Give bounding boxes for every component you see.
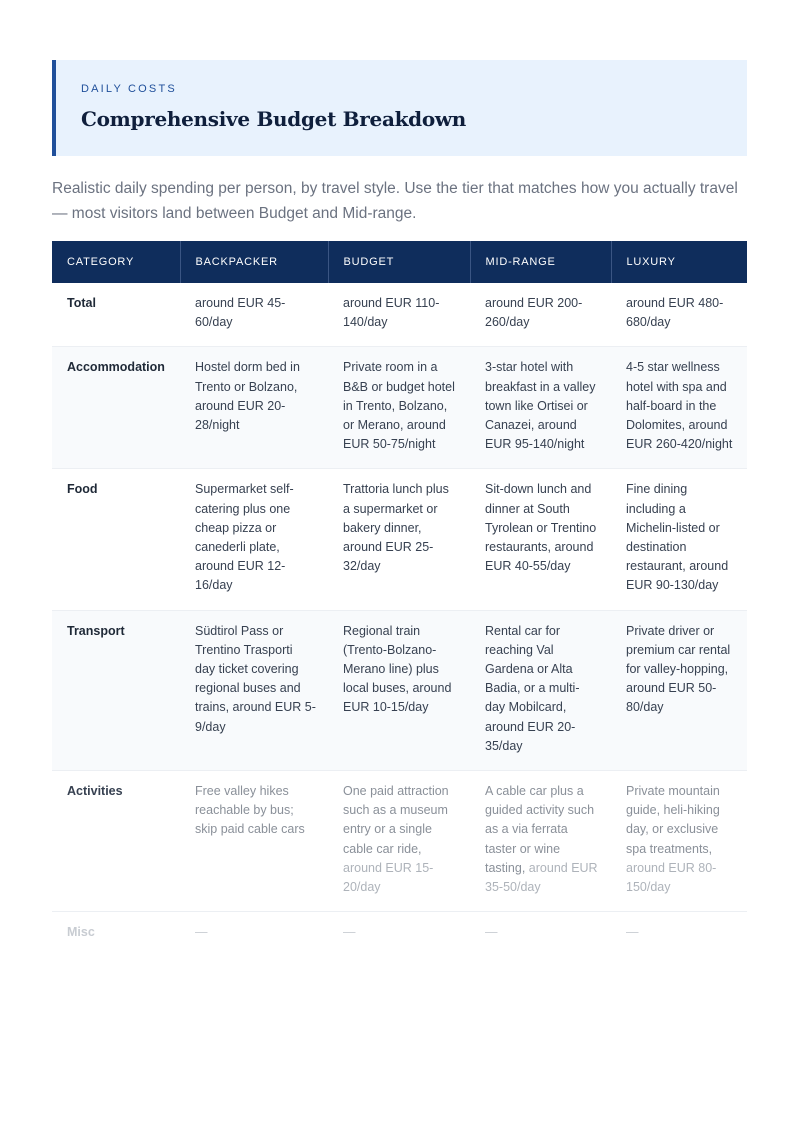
budget-table xyxy=(52,241,747,956)
row-category: Activities xyxy=(52,771,180,912)
cell-text: Private mountain guide, heli-hiking day, or exclusive spa treatments, xyxy=(626,784,720,856)
header-backpacker: BACKPACKER xyxy=(180,241,328,283)
cell-backpacker: Supermarket self-catering plus one cheap pizza or canederli plate, around EUR 12-16/day xyxy=(180,469,328,610)
cell-luxury: around EUR 480-680/day xyxy=(611,283,747,347)
cell-midrange: around EUR 200-260/day xyxy=(470,283,611,347)
cell-backpacker: — xyxy=(180,912,328,957)
section-eyebrow: DAILY COSTS xyxy=(81,83,177,95)
header-budget: BUDGET xyxy=(328,241,470,283)
table-row xyxy=(52,347,747,469)
cell-backpacker: around EUR 45-60/day xyxy=(180,283,328,347)
cell-text: A cable car plus a guided activity such as a via ferrata taster or wine tasting, xyxy=(485,784,595,875)
table-row xyxy=(52,912,747,957)
cell-luxury: 4-5 star wellness hotel with spa and half-board in the Dolomites, around EUR 260-420/night xyxy=(611,347,747,469)
row-category: Food xyxy=(52,469,180,610)
cell-backpacker: Free valley hikes reachable by bus; skip paid cable cars xyxy=(180,771,328,912)
cell-midrange: Rental car for reaching Val Gardena or Alta Badia, or a multi-day Mobilcard, around EUR 20-35/day xyxy=(470,610,611,770)
cell-budget: Trattoria lunch plus a supermarket or bakery dinner, around EUR 25-32/day xyxy=(328,469,470,610)
cell-midrange: 3-star hotel with breakfast in a valley town like Ortisei or Canazei, around EUR 95-140/night xyxy=(470,347,611,469)
cell-midrange: — xyxy=(470,912,611,957)
cell-budget: Regional train (Trento-Bolzano-Merano line) plus local buses, around EUR 10-15/day xyxy=(328,610,470,770)
row-category: Transport xyxy=(52,610,180,770)
table-row xyxy=(52,469,747,610)
cell-price: around EUR 35-50/day xyxy=(485,860,598,895)
section-title: Comprehensive Budget Breakdown xyxy=(81,107,467,131)
cell-budget: — xyxy=(328,912,470,957)
cell-price: around EUR 15-20/day xyxy=(343,860,434,895)
table-row xyxy=(52,283,747,347)
cell-midrange: Sit-down lunch and dinner at South Tyrolean or Trentino restaurants, around EUR 40-55/day xyxy=(470,469,611,610)
header-midrange: MID-RANGE xyxy=(470,241,611,283)
table-row xyxy=(52,771,747,912)
row-category: Total xyxy=(52,283,180,347)
cell-text: One paid attraction such as a museum entry or a single cable car ride, xyxy=(343,784,449,856)
cell-midrange xyxy=(470,771,611,912)
cell-luxury xyxy=(611,771,747,912)
table-row xyxy=(52,610,747,770)
intro-paragraph: Realistic daily spending per person, by travel style. Use the tier that matches how you actually travel — most visitors land between Budget and Mid-range. xyxy=(52,180,738,222)
cell-luxury: Fine dining including a Michelin-listed or destination restaurant, around EUR 90-130/day xyxy=(611,469,747,610)
cell-luxury: Private driver or premium car rental for valley-hopping, around EUR 50-80/day xyxy=(611,610,747,770)
row-category: Accommodation xyxy=(52,347,180,469)
header-luxury: LUXURY xyxy=(611,241,747,283)
cell-backpacker: Südtirol Pass or Trentino Trasporti day ticket covering regional buses and trains, around EUR 5-9/day xyxy=(180,610,328,770)
cell-budget xyxy=(328,771,470,912)
section-header xyxy=(52,60,747,156)
table-header xyxy=(52,241,747,283)
header-row xyxy=(52,241,747,283)
cell-luxury: — xyxy=(611,912,747,957)
row-category: Misc xyxy=(52,912,180,957)
header-category: CATEGORY xyxy=(52,241,180,283)
cell-budget: Private room in a B&B or budget hotel in Trento, Bolzano, or Merano, around EUR 50-75/night xyxy=(328,347,470,469)
cell-price: around EUR 80-150/day xyxy=(626,860,717,895)
cell-backpacker: Hostel dorm bed in Trento or Bolzano, around EUR 20-28/night xyxy=(180,347,328,469)
cell-budget: around EUR 110-140/day xyxy=(328,283,470,347)
